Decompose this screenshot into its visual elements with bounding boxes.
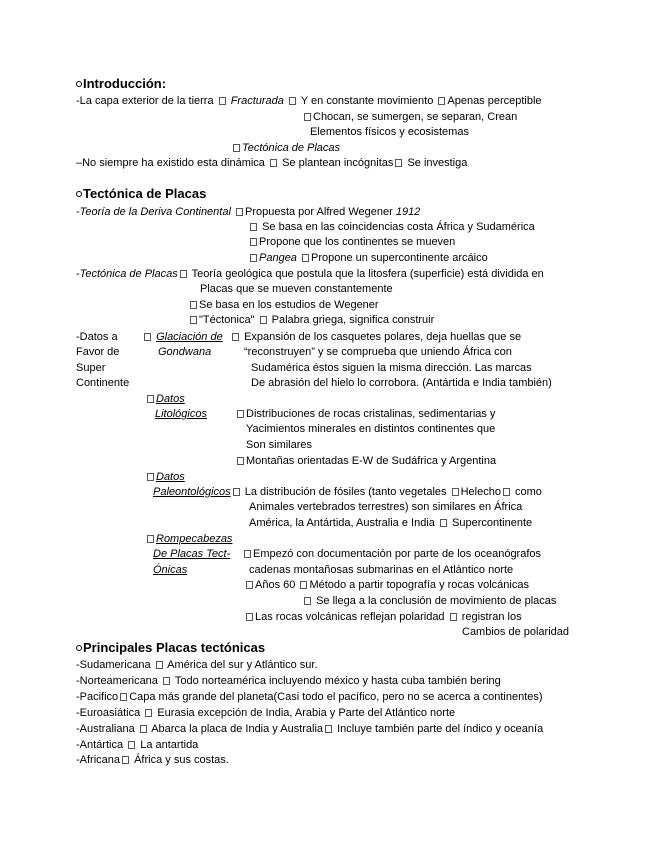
- text: Abarca la placa de India y Australia: [151, 723, 324, 735]
- text: Método a partir topografía y rocas volcánicas: [309, 579, 529, 591]
- text: -Antártica: [76, 739, 124, 751]
- text: Se plantean incógnitas: [282, 157, 394, 169]
- tect-line-8: [188, 313, 434, 327]
- box-icon: [270, 159, 277, 167]
- paleo-2: Animales vertebrados terrestres) son similares en África: [249, 501, 523, 513]
- favor-left-1: -Datos a: [76, 331, 118, 343]
- box-icon: [325, 725, 332, 733]
- intro-heading-text: Introducción:: [83, 76, 167, 91]
- glaciacion-label: [142, 330, 223, 344]
- text: -Australiana: [76, 723, 135, 735]
- text: -Sudamericana: [76, 659, 151, 671]
- box-icon: [128, 741, 135, 749]
- text: Teoría geológica que postula que la litosfera (superficie) está dividida en: [191, 268, 544, 280]
- litologicos-1: [235, 407, 495, 421]
- text: La distribución de fósiles (tanto vegetales: [244, 486, 447, 498]
- box-icon: [190, 301, 197, 309]
- box-icon: [452, 488, 459, 496]
- text: -Euroasiática: [76, 707, 141, 719]
- rompecabezas-5: [244, 610, 522, 624]
- text: -: [76, 206, 80, 218]
- text: Incluye también parte del índico y oceanía: [337, 723, 544, 735]
- plates-heading: [76, 640, 265, 656]
- paleo-label-2: [153, 485, 542, 499]
- text: Propuesta por Alfred Wegener: [244, 206, 393, 218]
- text: Pangea: [259, 252, 297, 264]
- text: La antartida: [140, 739, 199, 751]
- tect-line-6: Placas que se mueven constantemente: [200, 283, 393, 295]
- intro-heading: [76, 76, 166, 92]
- box-icon: [440, 519, 447, 527]
- text: Empezó con documentación por parte de los oceanógrafos: [253, 548, 542, 560]
- glaciacion-2: “reconstruyen” y se comprueba que uniendo África con: [244, 346, 512, 358]
- text: 1912: [395, 206, 421, 218]
- intro-line-5: [76, 156, 467, 170]
- text: Eurasia excepción de India, Arabia y Parte del Atlántico norte: [157, 707, 456, 719]
- text: Se basa en las coincidencias costa África y Sudamérica: [262, 221, 535, 233]
- paleo-label: [145, 470, 185, 484]
- tect-line-2: [248, 220, 535, 234]
- text: Helecho: [460, 486, 501, 498]
- box-icon: [246, 613, 253, 621]
- box-icon: [219, 97, 226, 105]
- intro-line-4: [231, 141, 340, 155]
- paleo-3: [249, 516, 532, 530]
- text: Paleontológicos: [153, 486, 231, 498]
- box-icon: [147, 535, 154, 543]
- box-icon: [232, 333, 239, 341]
- text: Datos: [156, 393, 185, 405]
- box-icon: [233, 488, 240, 496]
- text: De Placas Tect-: [153, 548, 231, 560]
- text: Se llega a la conclusión de movimiento de placas: [316, 595, 557, 607]
- box-icon: [304, 597, 311, 605]
- tect-heading: [76, 186, 206, 202]
- text: Tectónica de Placas: [79, 268, 178, 280]
- box-icon: [395, 159, 402, 167]
- plate-5: [76, 722, 543, 736]
- favor-left-3: Super: [76, 362, 106, 374]
- text: Chocan, se sumergen, se separan, Crean: [313, 111, 518, 123]
- box-icon: [302, 254, 309, 262]
- tect-line-1: [76, 205, 420, 219]
- text: -La capa exterior de la tierra: [76, 95, 214, 107]
- text: Glaciación de: [156, 331, 223, 343]
- text: Datos: [156, 471, 185, 483]
- box-icon: [246, 581, 253, 589]
- box-icon: [144, 333, 151, 341]
- text: América, la Antártida, Australia e India: [249, 517, 435, 529]
- glaciacion-1: [230, 330, 521, 344]
- box-icon: [156, 661, 163, 669]
- text: Apenas perceptible: [447, 95, 542, 107]
- box-icon: [145, 709, 152, 717]
- litologicos-label: [145, 392, 185, 406]
- intro-line-1: [76, 94, 542, 108]
- text: Palabra griega, significa construir: [271, 314, 435, 326]
- box-icon: [250, 238, 257, 246]
- plate-6: [76, 738, 198, 752]
- text: Expansión de los casquetes polares, deja huellas que se: [244, 331, 522, 343]
- rompecabezas-4: [302, 594, 556, 608]
- rompecabezas-1: [242, 547, 541, 561]
- text: Litológicos: [155, 408, 207, 420]
- text: "Téctonica": [199, 314, 255, 326]
- glaciacion-label-2: [158, 345, 211, 359]
- tect-line-4: [248, 251, 488, 265]
- rompecabezas-label-2: [153, 547, 230, 561]
- text: América del sur y Atlántico sur.: [167, 659, 318, 671]
- favor-left-4: Continente: [76, 377, 130, 389]
- box-icon: [300, 581, 307, 589]
- glaciacion-3: Sudamérica éstos siguen la misma dirección. Las marcas: [251, 362, 532, 374]
- text: Las rocas volcánicas reflejan polaridad: [255, 611, 445, 623]
- rompecabezas-label-3: [153, 563, 187, 577]
- box-icon: [190, 316, 197, 324]
- text: Y en constante movimiento: [300, 95, 434, 107]
- rompecabezas-3: [244, 578, 529, 592]
- plate-2: [76, 674, 501, 688]
- box-icon: [233, 144, 240, 152]
- text: Ónicas: [153, 564, 188, 576]
- text: Gondwana: [158, 346, 212, 358]
- text: Capa más grande del planeta(Casi todo el pacífico, pero no se acerca a continentes): [129, 691, 543, 703]
- litologicos-label-2: [155, 407, 207, 421]
- rompecabezas-label: [145, 532, 232, 546]
- intro-line-3: Elementos físicos y ecosistemas: [310, 126, 469, 138]
- box-icon: [250, 254, 257, 262]
- text: -Norteamericana: [76, 675, 158, 687]
- intro-line-2: [302, 110, 517, 124]
- text: -Africana: [76, 754, 121, 766]
- tect-line-7: [188, 298, 379, 312]
- box-icon: [147, 473, 154, 481]
- box-icon: [250, 223, 257, 231]
- text: Se basa en los estudios de Wegener: [199, 299, 379, 311]
- text: Años 60: [255, 579, 296, 591]
- text: Distribuciones de rocas cristalinas, sedimentarias y: [246, 408, 496, 420]
- box-icon: [236, 208, 243, 216]
- text: registran los: [461, 611, 522, 623]
- text: -: [76, 268, 80, 280]
- box-icon: [147, 395, 154, 403]
- bullet-icon: [76, 191, 82, 197]
- bullet-icon: [76, 81, 82, 87]
- text: África y sus costas.: [134, 754, 229, 766]
- box-icon: [120, 693, 127, 701]
- box-icon: [163, 677, 170, 685]
- plate-4: [76, 706, 455, 720]
- plate-7: [76, 753, 229, 767]
- plates-heading-text: Principales Placas tectónicas: [83, 640, 266, 655]
- text: Propone un supercontinente arcáico: [311, 252, 488, 264]
- text: Se investiga: [407, 157, 468, 169]
- rompecabezas-2: cadenas montañosas submarinas en el Atlántico norte: [249, 564, 514, 576]
- box-icon: [237, 457, 244, 465]
- box-icon: [122, 756, 129, 764]
- glaciacion-4: De abrasión del hielo lo corrobora. (Antártida e India también): [251, 377, 552, 389]
- box-icon: [260, 316, 267, 324]
- box-icon: [244, 550, 251, 558]
- tect-line-3: [248, 235, 455, 249]
- text: -Pacifico: [76, 691, 119, 703]
- box-icon: [180, 270, 187, 278]
- text: Rompecabezas: [156, 533, 233, 545]
- text: Supercontinente: [452, 517, 533, 529]
- box-icon: [304, 113, 311, 121]
- box-icon: [140, 725, 147, 733]
- rompecabezas-6: Cambios de polaridad: [462, 626, 570, 638]
- plate-1: [76, 658, 318, 672]
- text: como: [515, 486, 542, 498]
- litologicos-2: Yacimientos minerales en distintos continentes que: [246, 423, 496, 435]
- tect-heading-text: Tectónica de Placas: [83, 186, 207, 201]
- box-icon: [438, 97, 445, 105]
- text: Fracturada: [230, 95, 284, 107]
- text: Todo norteamérica incluyendo méxico y hasta cuba también bering: [174, 675, 501, 687]
- box-icon: [289, 97, 296, 105]
- text: Propone que los continentes se mueven: [259, 236, 456, 248]
- tect-line-5: [76, 267, 544, 281]
- bullet-icon: [76, 645, 82, 651]
- box-icon: [237, 410, 244, 418]
- litologicos-3: Son similares: [246, 439, 313, 451]
- text: Montañas orientadas E-W de Sudáfrica y Argentina: [246, 455, 497, 467]
- box-icon: [503, 488, 510, 496]
- plate-3: [76, 690, 543, 704]
- favor-left-2: Favor de: [76, 346, 120, 358]
- text: Tectónica de Placas: [242, 142, 341, 154]
- box-icon: [450, 613, 457, 621]
- text: Teoría de la Deriva Continental: [79, 206, 231, 218]
- text: –No siempre ha existido esta dinámica: [76, 157, 265, 169]
- litologicos-4: [235, 454, 496, 468]
